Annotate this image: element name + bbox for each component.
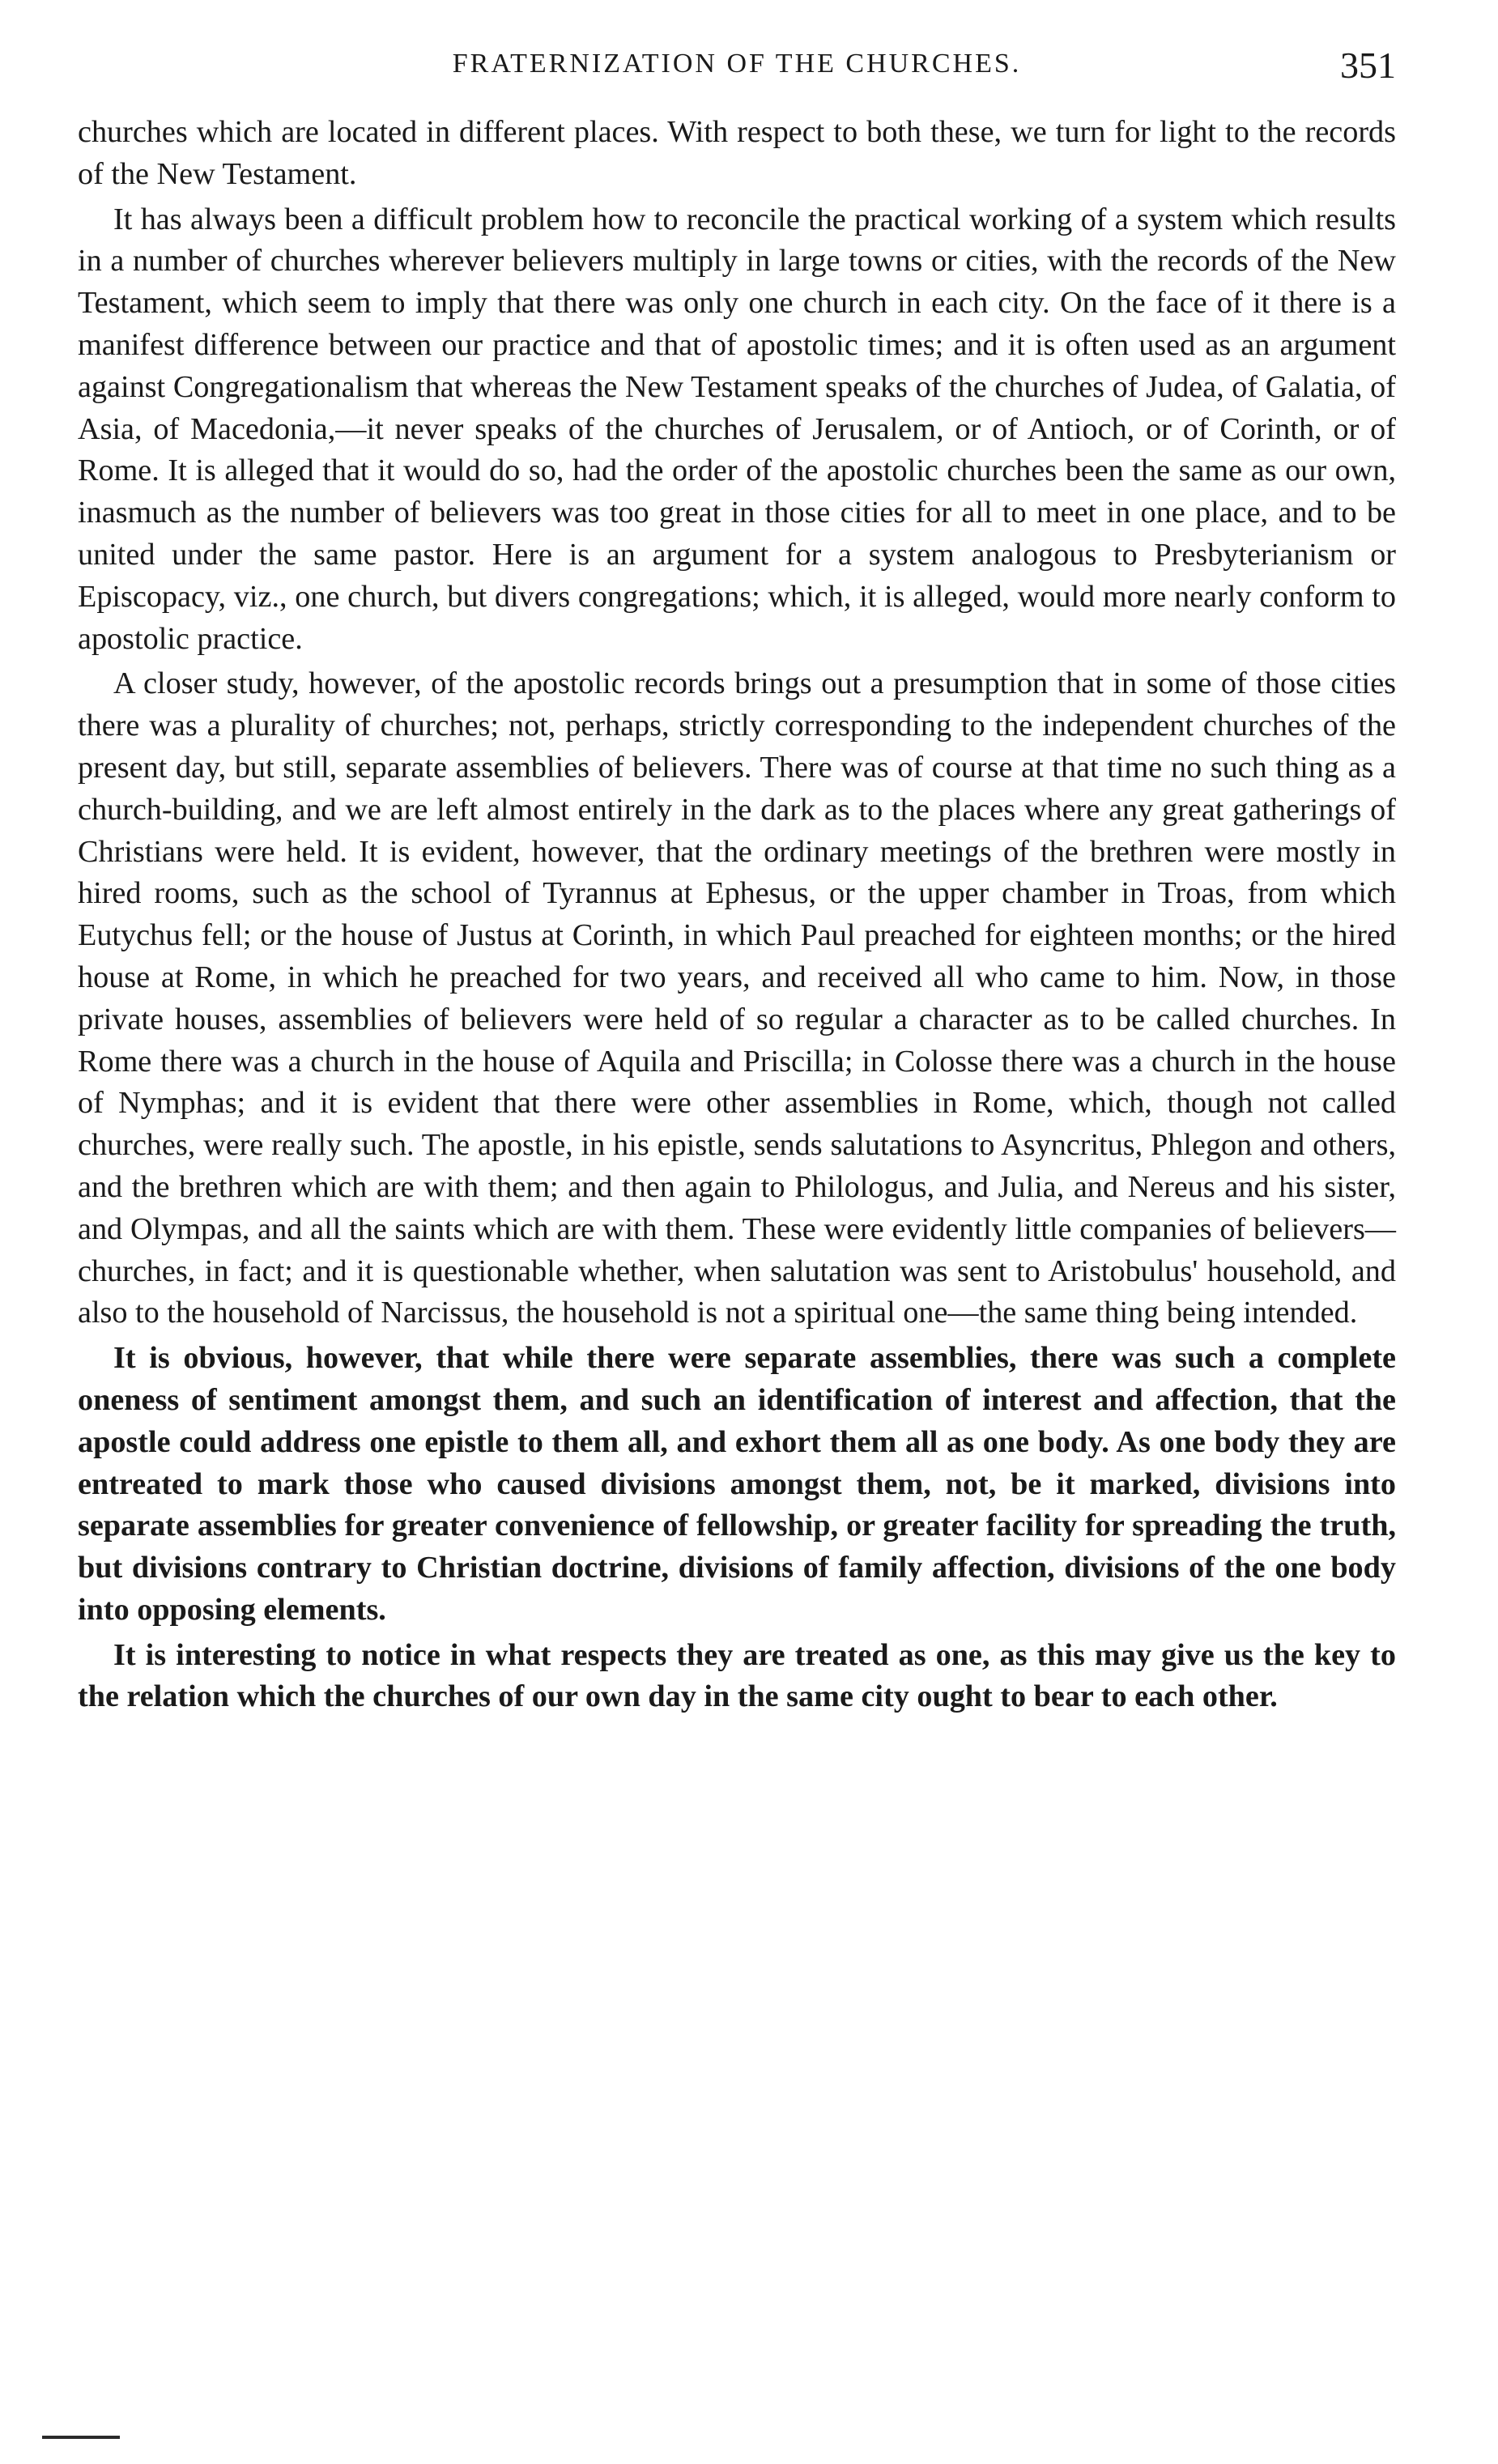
running-head xyxy=(78,45,1396,97)
paragraph-5: It is interesting to notice in what respects they are treated as one, as this may give us the key to the relation which the churches of our own day in the same city ought to bear to each other. xyxy=(78,1637,1396,1714)
running-title: FRATERNIZATION OF THE CHURCHES. xyxy=(452,49,1022,79)
body-text xyxy=(78,112,1396,1718)
paragraph-1: churches which are located in different places. With respect to both these, we turn for light to the records of the New Testament. xyxy=(78,115,1396,191)
paragraph-4: It is obvious, however, that while there were separate assemblies, there was such a complete oneness of sentiment amongst them, and such an identification of interest and affection, that the apostle could address one epistle to them all, and exhort them all as one body. As one body they are entreated to mark those who caused divisions amongst them, not, be it marked, divisions into separate assemblies for greater convenience of fellowship, or greater facility for spreading the truth, but divisions contrary to Christian doctrine, divisions of family affection, divisions of the one body into opposing elements. xyxy=(78,1341,1396,1627)
document-page xyxy=(78,45,1396,1721)
footer-rule xyxy=(42,2436,120,2439)
page-number: 351 xyxy=(1340,45,1396,86)
paragraph-3: A closer study, however, of the apostolic records brings out a presumption that in some of those cities there was a plurality of churches; not, perhaps, strictly corresponding to the independent churches of the present day, but still, separate assemblies of believers. There was of course at that time no such thing as a church-building, and we are left almost entirely in the dark as to the places where any great gatherings of Christians were held. It is evident, however, that the ordinary meetings of the brethren were mostly in hired rooms, such as the school of Tyrannus at Ephesus, or the upper chamber in Troas, from which Eutychus fell; or the house of Justus at Corinth, in which Paul preached for eighteen months; or the hired house at Rome, in which he preached for two years, and received all who came to him. Now, in those private houses, assemblies of believers were held of so regular a character as to be called churches. In Rome there was a church in the house of Aquila and Priscilla; in Colosse there was a church in the house of Nymphas; and it is evident that there were other assemblies in Rome, which, though not called churches, were really such. The apostle, in his epistle, sends salutations to Asyncritus, Phlegon and others, and the brethren which are with them; and then again to Philologus, and Julia, and Nereus and his sister, and Olympas, and all the saints which are with them. These were evidently little companies of believers—churches, in fact; and it is questionable whether, when salutation was sent to Aristobulus' household, and also to the household of Narcissus, the household is not a spiritual one—the same thing being intended. xyxy=(78,666,1396,1330)
paragraph-2: It has always been a difficult problem how to reconcile the practical working of a system which results in a number of churches wherever believers multiply in large towns or cities, with the records of the New Testament, which seem to imply that there was only one church in each city. On the face of it there is a manifest difference between our practice and that of apostolic times; and it is often used as an argument against Congregationalism that whereas the New Testament speaks of the churches of Judea, of Galatia, of Asia, of Macedonia,—it never speaks of the churches of Jerusalem, or of Antioch, or of Corinth, or of Rome. It is alleged that it would do so, had the order of the apostolic churches been the same as our own, inasmuch as the number of believers was too great in those cities for all to meet in one place, and to be united under the same pastor. Here is an argument for a system analogous to Presbyterianism or Episcopacy, viz., one church, but divers congregations; which, it is alleged, would more nearly conform to apostolic practice. xyxy=(78,202,1396,656)
